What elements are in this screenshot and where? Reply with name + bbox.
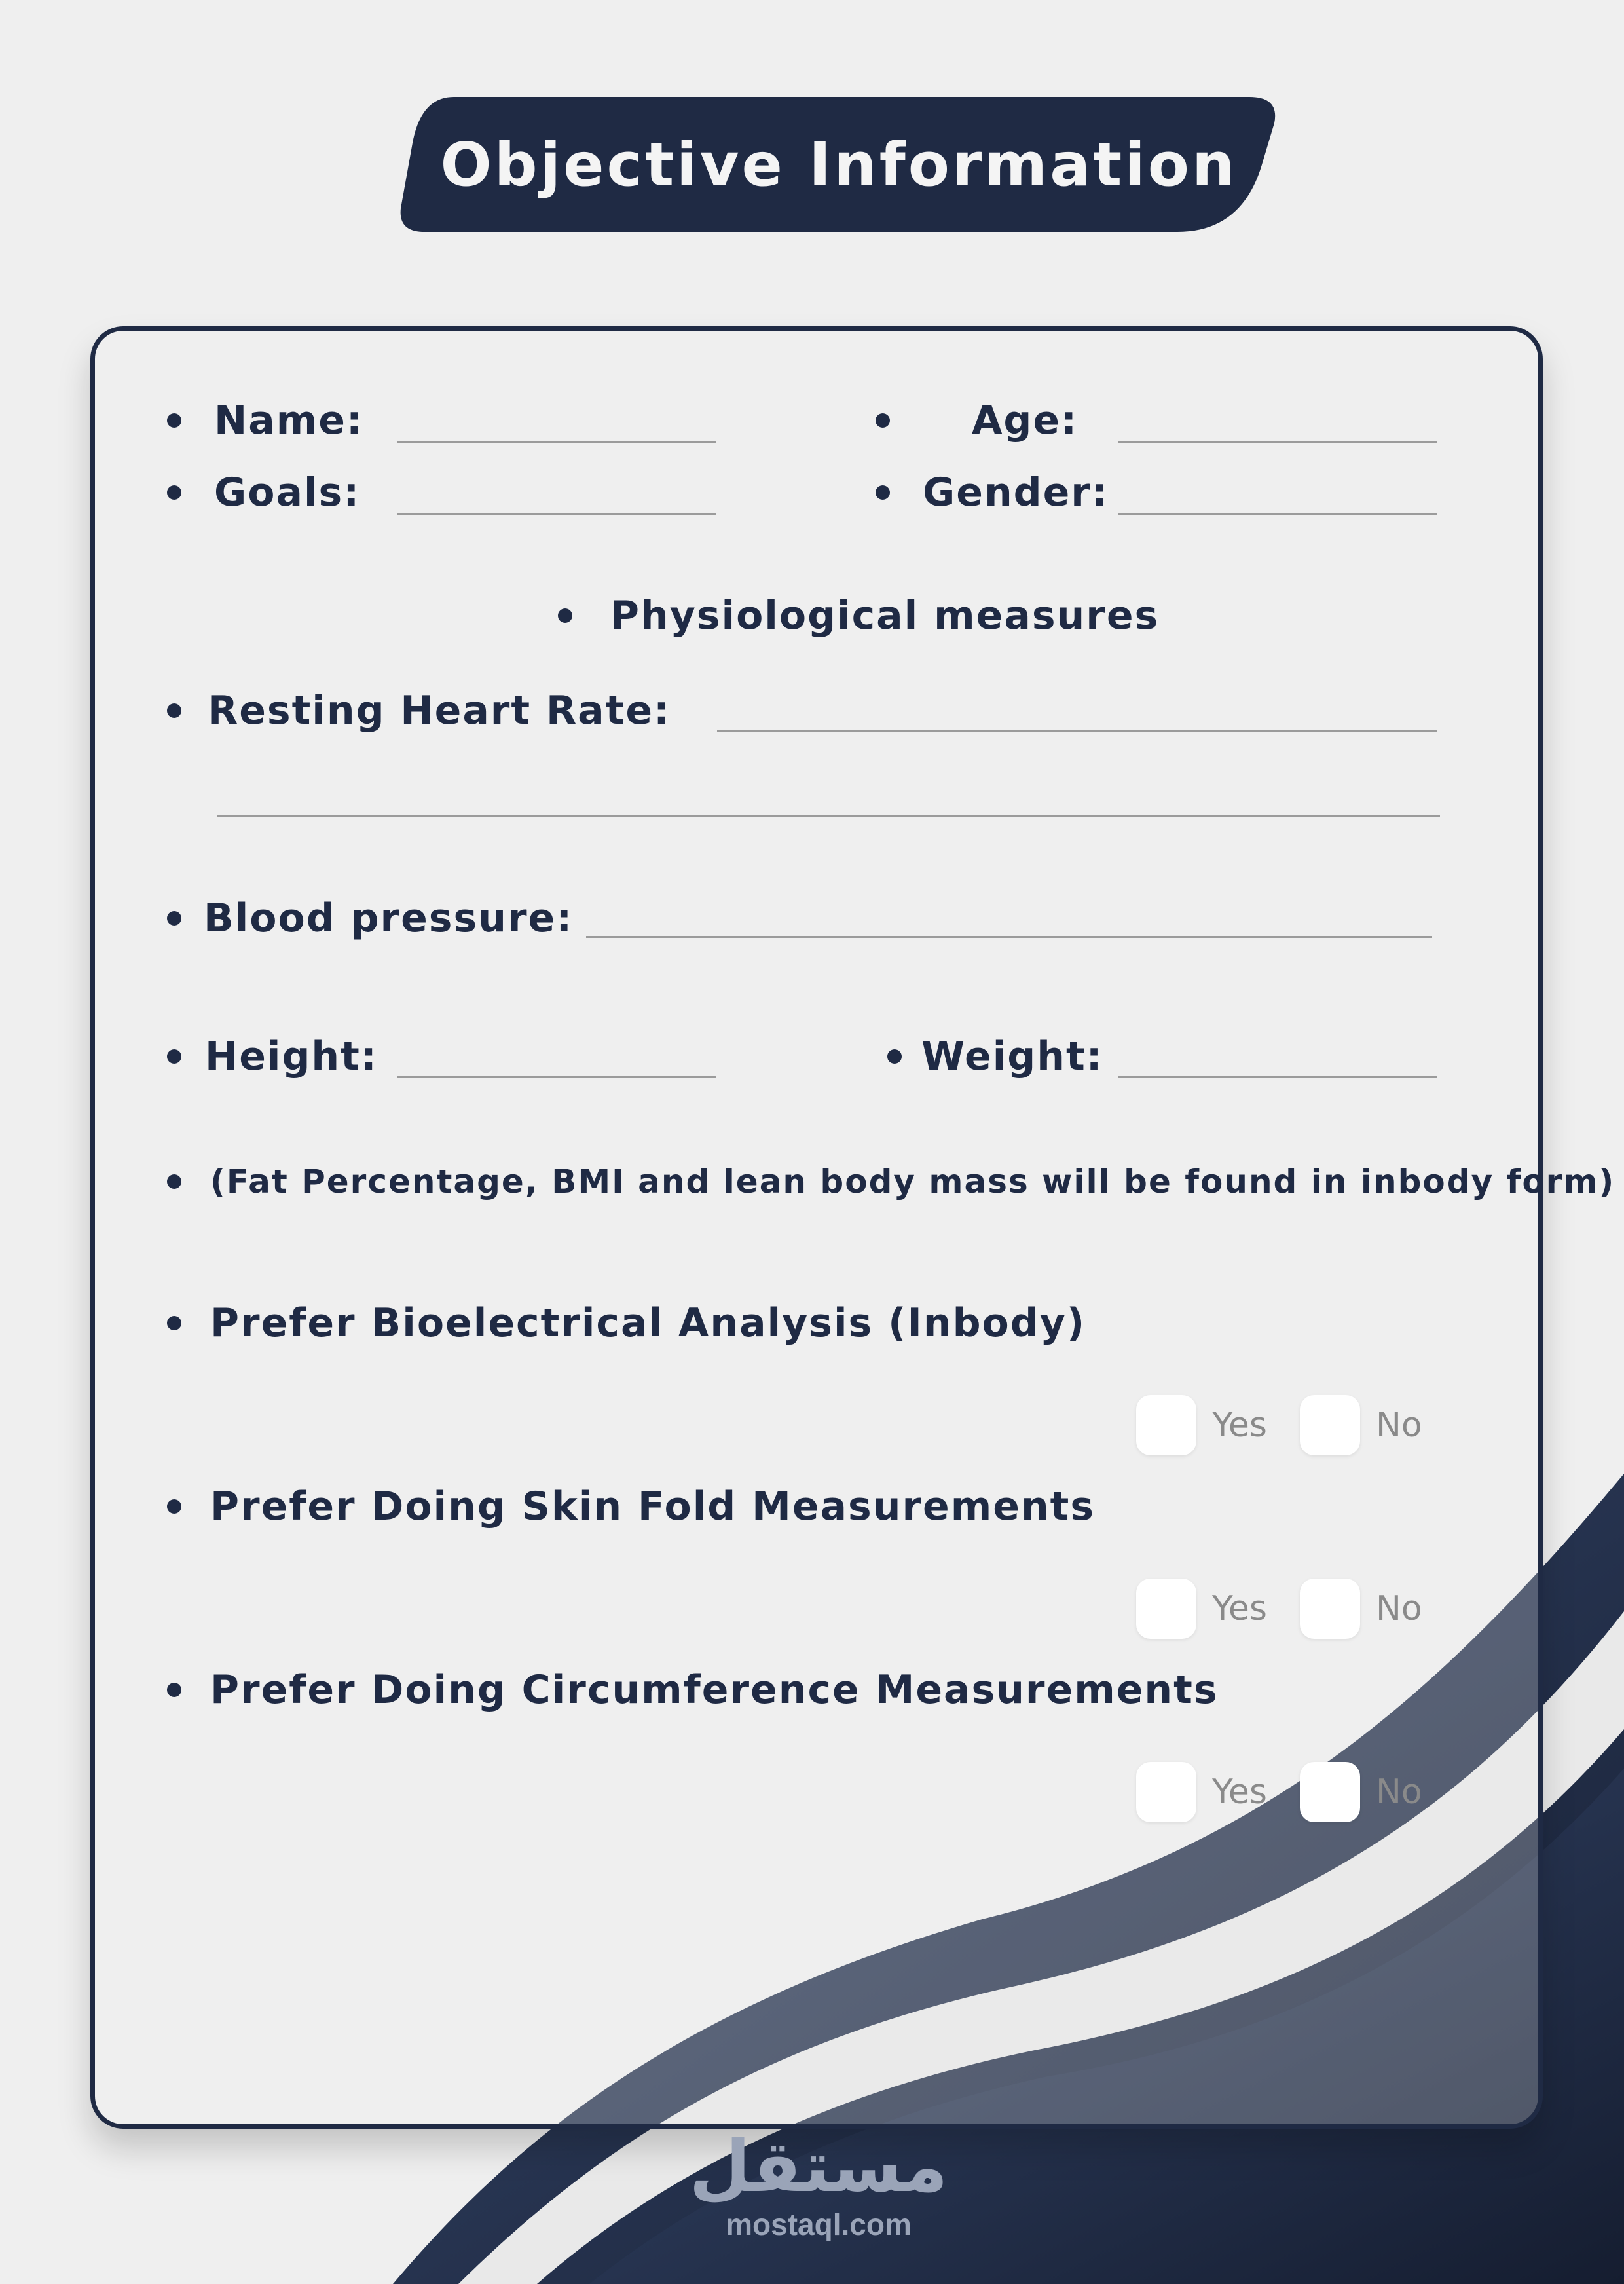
bullet-icon — [167, 485, 181, 500]
blood-pressure-input-line[interactable] — [586, 936, 1432, 938]
inbody-note — [167, 1163, 1615, 1201]
watermark-arabic: مستقل — [689, 2126, 948, 2208]
yes-label: Yes — [1212, 1589, 1267, 1628]
goals-input-line[interactable] — [397, 513, 716, 515]
no-checkbox[interactable] — [1300, 1395, 1360, 1455]
no-label: No — [1376, 1772, 1422, 1812]
yes-label: Yes — [1212, 1772, 1267, 1812]
bullet-icon — [167, 703, 181, 718]
resting-heart-rate-field — [167, 688, 671, 734]
physiological-heading — [558, 593, 1159, 639]
height-label: Height: — [205, 1034, 378, 1079]
preference-label: Prefer Doing Circumference Measurements — [210, 1667, 1219, 1713]
blood-pressure-label: Blood pressure: — [204, 895, 574, 941]
goals-field — [167, 470, 360, 515]
page-title: Objective Information — [440, 129, 1238, 200]
physiological-label: Physiological measures — [610, 593, 1160, 639]
no-checkbox[interactable] — [1300, 1579, 1360, 1639]
name-input-line[interactable] — [397, 441, 716, 443]
preference-item — [167, 1667, 1219, 1713]
resting-heart-rate-input-line[interactable] — [717, 730, 1437, 732]
age-label: Age: — [972, 398, 1079, 443]
resting-heart-rate-extra-line[interactable] — [217, 815, 1440, 817]
gender-label: Gender: — [923, 470, 1109, 515]
no-label: No — [1376, 1406, 1422, 1445]
bullet-icon — [876, 413, 890, 428]
no-label: No — [1376, 1589, 1422, 1628]
name-label: Name: — [214, 398, 363, 443]
name-field — [167, 398, 363, 443]
bullet-icon — [558, 608, 572, 623]
bullet-icon — [167, 1683, 181, 1697]
form-card — [90, 326, 1615, 2129]
bullet-icon — [167, 1174, 181, 1189]
bullet-icon — [167, 1499, 181, 1514]
no-checkbox[interactable] — [1300, 1762, 1360, 1822]
preference-label: Prefer Bioelectrical Analysis (Inbody) — [210, 1300, 1086, 1346]
header-banner — [398, 97, 1280, 232]
preference-yes-option[interactable] — [1136, 1762, 1267, 1822]
bullet-icon — [167, 1316, 181, 1330]
bullet-icon — [167, 413, 181, 428]
age-input-line[interactable] — [1118, 441, 1437, 443]
gender-input-line[interactable] — [1118, 513, 1437, 515]
age-field — [876, 398, 1078, 443]
preference-no-option[interactable] — [1300, 1579, 1422, 1639]
height-field — [167, 1034, 378, 1079]
preference-item — [167, 1300, 1086, 1346]
mostaql-watermark — [655, 2126, 982, 2242]
yes-checkbox[interactable] — [1136, 1395, 1196, 1455]
resting-heart-rate-label: Resting Heart Rate: — [208, 688, 671, 734]
height-input-line[interactable] — [397, 1076, 716, 1078]
watermark-url: mostaql.com — [726, 2207, 912, 2241]
yes-checkbox[interactable] — [1136, 1762, 1196, 1822]
gender-field — [876, 470, 1109, 515]
bullet-icon — [167, 911, 181, 926]
preference-yes-option[interactable] — [1136, 1395, 1267, 1455]
preference-label: Prefer Doing Skin Fold Measurements — [210, 1484, 1096, 1529]
yes-label: Yes — [1212, 1406, 1267, 1445]
preference-no-option[interactable] — [1300, 1762, 1422, 1822]
preference-item — [167, 1484, 1095, 1529]
bullet-icon — [167, 1049, 181, 1064]
weight-input-line[interactable] — [1118, 1076, 1437, 1078]
weight-field — [887, 1034, 1103, 1079]
inbody-note-text: (Fat Percentage, BMI and lean body mass will be found in inbody form) — [210, 1163, 1615, 1201]
preference-yes-option[interactable] — [1136, 1579, 1267, 1639]
weight-label: Weight: — [921, 1034, 1103, 1079]
goals-label: Goals: — [214, 470, 361, 515]
preference-no-option[interactable] — [1300, 1395, 1422, 1455]
yes-checkbox[interactable] — [1136, 1579, 1196, 1639]
bullet-icon — [876, 485, 890, 500]
blood-pressure-field — [167, 895, 573, 941]
bullet-icon — [887, 1049, 902, 1064]
